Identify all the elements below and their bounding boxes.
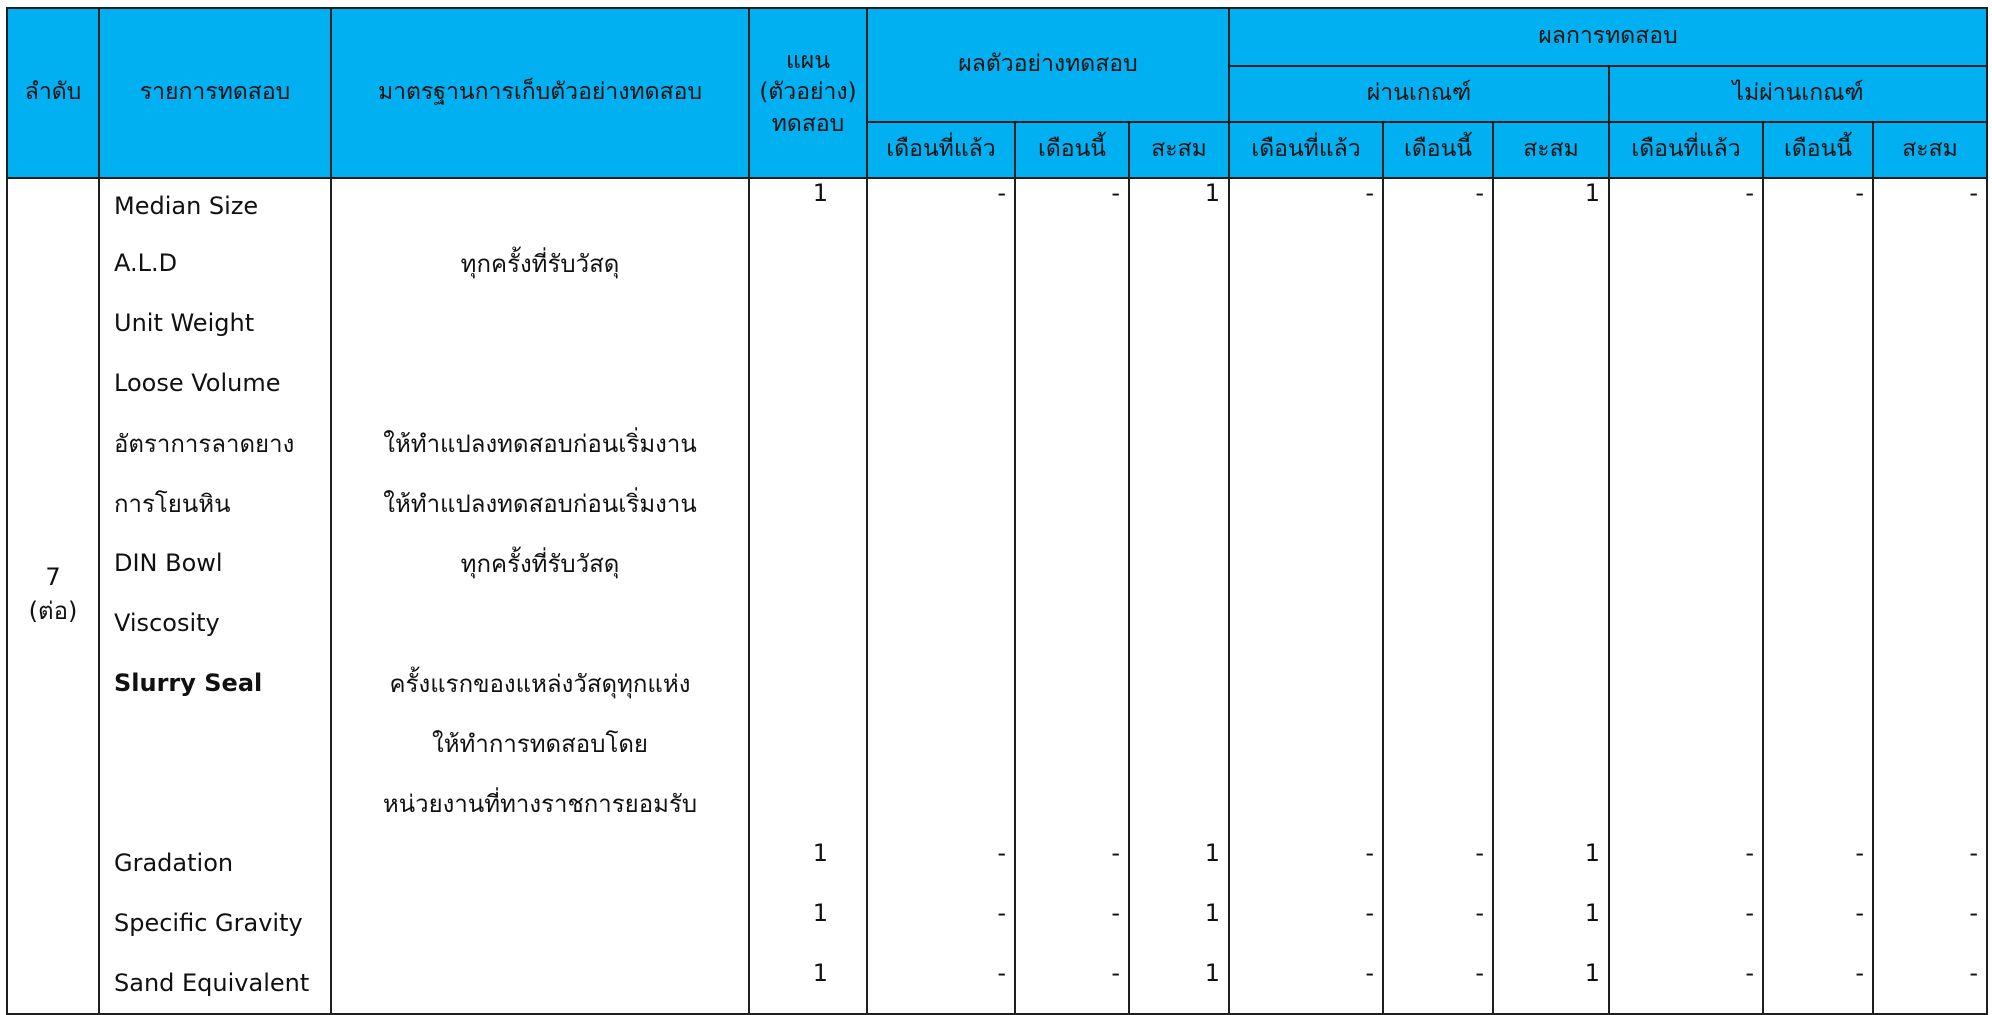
sample-last-month-value	[867, 413, 1015, 473]
pass-cumulative-value	[1493, 653, 1609, 713]
plan-sample-count	[749, 293, 867, 353]
sample-this-month-value	[1015, 473, 1129, 533]
fail-cumulative-value	[1873, 353, 1987, 413]
sample-last-month-value: -	[867, 178, 1015, 233]
fail-last-month-value	[1609, 473, 1763, 533]
header-result-group: ผลการทดสอบ	[1229, 8, 1987, 66]
test-results-table-container	[6, 7, 1986, 997]
table-row	[7, 473, 1987, 533]
sampling-standard	[331, 953, 749, 1014]
pass-cumulative-value: 1	[1493, 953, 1609, 1014]
fail-cumulative-value	[1873, 773, 1987, 833]
table-row	[7, 178, 1987, 233]
pass-last-month-value	[1229, 653, 1383, 713]
sample-this-month-value: -	[1015, 953, 1129, 1014]
sampling-standard	[331, 178, 749, 233]
sample-last-month-value	[867, 593, 1015, 653]
pass-this-month-value: -	[1383, 953, 1493, 1014]
header-fail-this-month: เดือนนี้	[1763, 122, 1873, 178]
header-pass-this-month: เดือนนี้	[1383, 122, 1493, 178]
pass-cumulative-value	[1493, 593, 1609, 653]
fail-this-month-value	[1763, 533, 1873, 593]
sample-last-month-value	[867, 773, 1015, 833]
fail-this-month-value	[1763, 593, 1873, 653]
fail-cumulative-value	[1873, 293, 1987, 353]
sampling-standard	[331, 293, 749, 353]
sampling-standard: ให้ทำการทดสอบโดย	[331, 713, 749, 773]
sample-cumulative-value	[1129, 473, 1229, 533]
fail-cumulative-value: -	[1873, 953, 1987, 1014]
test-item-name	[99, 773, 331, 833]
plan-sample-count	[749, 593, 867, 653]
pass-this-month-value: -	[1383, 178, 1493, 233]
fail-last-month-value: -	[1609, 178, 1763, 233]
plan-sample-count: 1	[749, 178, 867, 233]
pass-last-month-value	[1229, 413, 1383, 473]
sampling-standard: ทุกครั้งที่รับวัสดุ	[331, 533, 749, 593]
header-sample-group: ผลตัวอย่างทดสอบ	[867, 8, 1229, 122]
table-header	[7, 8, 1987, 178]
header-sample-last-month: เดือนที่แล้ว	[867, 122, 1015, 178]
test-item-name: อัตราการลาดยาง	[99, 413, 331, 473]
fail-cumulative-value	[1873, 593, 1987, 653]
pass-last-month-value	[1229, 233, 1383, 293]
fail-cumulative-value	[1873, 533, 1987, 593]
test-item-name: Sand Equivalent	[99, 953, 331, 1014]
fail-last-month-value	[1609, 773, 1763, 833]
pass-this-month-value	[1383, 473, 1493, 533]
test-item-name: Viscosity	[99, 593, 331, 653]
plan-sample-count	[749, 353, 867, 413]
sample-this-month-value	[1015, 713, 1129, 773]
pass-cumulative-value: 1	[1493, 893, 1609, 953]
table-row	[7, 953, 1987, 1014]
fail-cumulative-value: -	[1873, 178, 1987, 233]
sample-this-month-value	[1015, 593, 1129, 653]
fail-cumulative-value	[1873, 713, 1987, 773]
plan-sample-count	[749, 233, 867, 293]
fail-this-month-value	[1763, 713, 1873, 773]
sampling-standard: ให้ทำแปลงทดสอบก่อนเริ่มงาน	[331, 413, 749, 473]
header-pass-cumulative: สะสม	[1493, 122, 1609, 178]
pass-last-month-value	[1229, 593, 1383, 653]
test-item-name	[99, 713, 331, 773]
table-row	[7, 713, 1987, 773]
fail-last-month-value	[1609, 413, 1763, 473]
header-plan: แผน (ตัวอย่าง) ทดสอบ	[749, 8, 867, 178]
sample-this-month-value	[1015, 413, 1129, 473]
fail-this-month-value	[1763, 353, 1873, 413]
sample-cumulative-value: 1	[1129, 953, 1229, 1014]
sampling-standard	[331, 833, 749, 893]
sample-cumulative-value: 1	[1129, 178, 1229, 233]
plan-sample-count: 1	[749, 953, 867, 1014]
fail-this-month-value	[1763, 293, 1873, 353]
test-item-name: A.L.D	[99, 233, 331, 293]
fail-last-month-value	[1609, 653, 1763, 713]
pass-cumulative-value	[1493, 233, 1609, 293]
test-item-name: DIN Bowl	[99, 533, 331, 593]
table-body	[7, 178, 1987, 1014]
sample-last-month-value	[867, 293, 1015, 353]
fail-this-month-value	[1763, 413, 1873, 473]
fail-cumulative-value: -	[1873, 833, 1987, 893]
sampling-standard: ครั้งแรกของแหล่งวัสดุทุกแห่ง	[331, 653, 749, 713]
pass-last-month-value: -	[1229, 178, 1383, 233]
header-pass-last-month: เดือนที่แล้ว	[1229, 122, 1383, 178]
sample-this-month-value: -	[1015, 893, 1129, 953]
test-item-name: การโยนหิน	[99, 473, 331, 533]
sample-this-month-value	[1015, 773, 1129, 833]
plan-sample-count: 1	[749, 833, 867, 893]
fail-this-month-value: -	[1763, 178, 1873, 233]
pass-this-month-value	[1383, 413, 1493, 473]
fail-cumulative-value	[1873, 413, 1987, 473]
sample-cumulative-value	[1129, 353, 1229, 413]
test-results-table	[6, 7, 1988, 1015]
sample-this-month-value	[1015, 353, 1129, 413]
fail-last-month-value	[1609, 353, 1763, 413]
pass-last-month-value	[1229, 293, 1383, 353]
sample-last-month-value: -	[867, 953, 1015, 1014]
sample-cumulative-value: 1	[1129, 833, 1229, 893]
table-row	[7, 233, 1987, 293]
fail-cumulative-value: -	[1873, 893, 1987, 953]
test-item-name: Loose Volume	[99, 353, 331, 413]
sampling-standard	[331, 893, 749, 953]
fail-last-month-value: -	[1609, 953, 1763, 1014]
table-row	[7, 893, 1987, 953]
sample-last-month-value: -	[867, 893, 1015, 953]
fail-this-month-value: -	[1763, 833, 1873, 893]
test-item-name: Unit Weight	[99, 293, 331, 353]
pass-cumulative-value	[1493, 773, 1609, 833]
table-row	[7, 353, 1987, 413]
fail-this-month-value: -	[1763, 953, 1873, 1014]
plan-sample-count	[749, 533, 867, 593]
pass-this-month-value: -	[1383, 833, 1493, 893]
sample-last-month-value	[867, 653, 1015, 713]
table-row	[7, 293, 1987, 353]
sampling-standard	[331, 353, 749, 413]
table-row	[7, 833, 1987, 893]
pass-cumulative-value: 1	[1493, 178, 1609, 233]
sample-last-month-value	[867, 713, 1015, 773]
pass-last-month-value	[1229, 533, 1383, 593]
pass-this-month-value	[1383, 653, 1493, 713]
header-sample-this-month: เดือนนี้	[1015, 122, 1129, 178]
sample-last-month-value	[867, 473, 1015, 533]
pass-last-month-value	[1229, 773, 1383, 833]
pass-last-month-value	[1229, 473, 1383, 533]
pass-cumulative-value	[1493, 293, 1609, 353]
plan-sample-count	[749, 773, 867, 833]
pass-cumulative-value	[1493, 413, 1609, 473]
sample-cumulative-value	[1129, 593, 1229, 653]
sample-this-month-value	[1015, 293, 1129, 353]
sample-this-month-value	[1015, 653, 1129, 713]
fail-this-month-value	[1763, 233, 1873, 293]
fail-last-month-value	[1609, 233, 1763, 293]
plan-sample-count: 1	[749, 893, 867, 953]
pass-last-month-value	[1229, 713, 1383, 773]
header-fail-group: ไม่ผ่านเกณฑ์	[1609, 66, 1987, 122]
sample-last-month-value: -	[867, 833, 1015, 893]
sampling-standard: ทุกครั้งที่รับวัสดุ	[331, 233, 749, 293]
sampling-standard: ให้ทำแปลงทดสอบก่อนเริ่มงาน	[331, 473, 749, 533]
fail-last-month-value	[1609, 593, 1763, 653]
header-fail-cumulative: สะสม	[1873, 122, 1987, 178]
pass-last-month-value: -	[1229, 893, 1383, 953]
sample-cumulative-value: 1	[1129, 893, 1229, 953]
seq-number: 7	[45, 562, 61, 591]
fail-this-month-value: -	[1763, 893, 1873, 953]
fail-cumulative-value	[1873, 233, 1987, 293]
sample-last-month-value	[867, 233, 1015, 293]
header-pass-group: ผ่านเกณฑ์	[1229, 66, 1609, 122]
fail-last-month-value: -	[1609, 893, 1763, 953]
pass-this-month-value	[1383, 593, 1493, 653]
pass-this-month-value: -	[1383, 893, 1493, 953]
sampling-standard: หน่วยงานที่ทางราชการยอมรับ	[331, 773, 749, 833]
sample-cumulative-value	[1129, 233, 1229, 293]
test-item-name: Median Size	[99, 178, 331, 233]
pass-last-month-value	[1229, 353, 1383, 413]
table-row	[7, 593, 1987, 653]
pass-cumulative-value	[1493, 533, 1609, 593]
fail-this-month-value	[1763, 473, 1873, 533]
fail-cumulative-value	[1873, 653, 1987, 713]
pass-this-month-value	[1383, 233, 1493, 293]
sample-this-month-value: -	[1015, 178, 1129, 233]
sample-cumulative-value	[1129, 533, 1229, 593]
fail-this-month-value	[1763, 653, 1873, 713]
fail-last-month-value	[1609, 713, 1763, 773]
sample-cumulative-value	[1129, 713, 1229, 773]
pass-this-month-value	[1383, 773, 1493, 833]
header-item: รายการทดสอบ	[99, 8, 331, 178]
pass-cumulative-value: 1	[1493, 833, 1609, 893]
test-item-name: Slurry Seal	[99, 653, 331, 713]
test-item-name: Gradation	[99, 833, 331, 893]
table-row	[7, 413, 1987, 473]
sample-cumulative-value	[1129, 773, 1229, 833]
sample-last-month-value	[867, 533, 1015, 593]
plan-sample-count	[749, 653, 867, 713]
pass-last-month-value: -	[1229, 953, 1383, 1014]
table-row	[7, 653, 1987, 713]
header-standard: มาตรฐานการเก็บตัวอย่างทดสอบ	[331, 8, 749, 178]
sample-last-month-value	[867, 353, 1015, 413]
pass-this-month-value	[1383, 293, 1493, 353]
pass-this-month-value	[1383, 713, 1493, 773]
sample-cumulative-value	[1129, 653, 1229, 713]
header-seq: ลำดับ	[7, 8, 99, 178]
pass-this-month-value	[1383, 353, 1493, 413]
sample-cumulative-value	[1129, 293, 1229, 353]
pass-this-month-value	[1383, 533, 1493, 593]
sample-cumulative-value	[1129, 413, 1229, 473]
table-row	[7, 773, 1987, 833]
fail-last-month-value	[1609, 533, 1763, 593]
pass-cumulative-value	[1493, 473, 1609, 533]
fail-last-month-value: -	[1609, 833, 1763, 893]
seq-continued-note: (ต่อ)	[28, 596, 78, 625]
sampling-standard	[331, 593, 749, 653]
test-item-name: Specific Gravity	[99, 893, 331, 953]
plan-sample-count	[749, 473, 867, 533]
table-row	[7, 533, 1987, 593]
pass-cumulative-value	[1493, 353, 1609, 413]
sample-this-month-value	[1015, 233, 1129, 293]
fail-cumulative-value	[1873, 473, 1987, 533]
plan-sample-count	[749, 713, 867, 773]
header-fail-last-month: เดือนที่แล้ว	[1609, 122, 1763, 178]
sample-this-month-value: -	[1015, 833, 1129, 893]
fail-this-month-value	[1763, 773, 1873, 833]
seq-cell	[7, 178, 99, 1014]
pass-last-month-value: -	[1229, 833, 1383, 893]
sample-this-month-value	[1015, 533, 1129, 593]
fail-last-month-value	[1609, 293, 1763, 353]
pass-cumulative-value	[1493, 713, 1609, 773]
header-sample-cumulative: สะสม	[1129, 122, 1229, 178]
plan-sample-count	[749, 413, 867, 473]
